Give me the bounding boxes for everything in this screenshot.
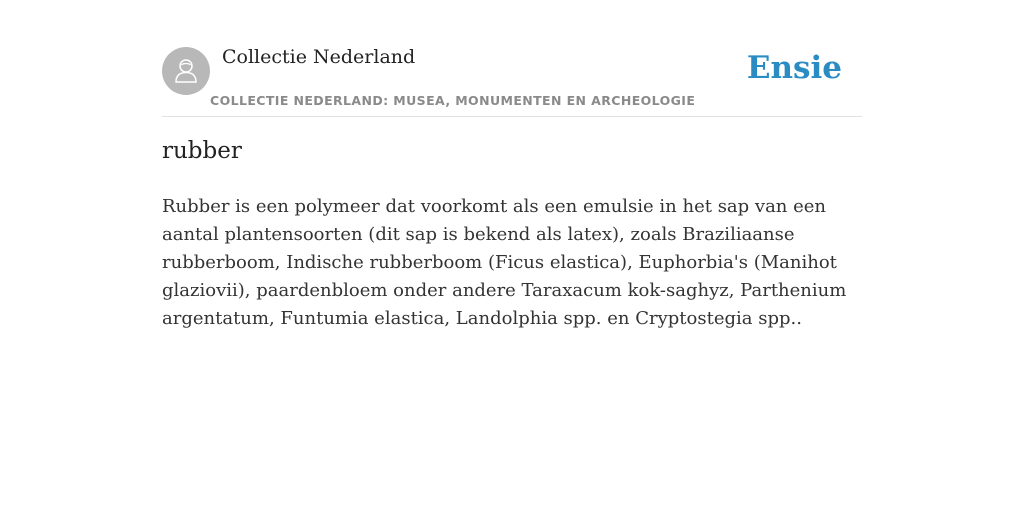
definition-text: Rubber is een polymeer dat voorkomt als een emulsie in het sap van een aantal plantensoorten (dit sap is bekend als latex), zoals Braziliaanse rubberboom, Indische rubberboom (Ficus elastica), Euphorbia's (Manihot glaziovii), paardenbloem onder andere Taraxacum kok-saghyz, Parthenium argentatum, Funtumia elastica, Landolphia spp. en Cryptostegia spp.. [162,196,847,329]
source-header [162,40,862,117]
source-subtitle[interactable]: COLLECTIE NEDERLAND: MUSEA, MONUMENTEN EN ARCHEOLOGIE [210,93,696,108]
source-name[interactable]: Collectie Nederland [222,46,416,68]
user-icon [171,56,201,86]
ensie-logo[interactable]: Ensie [746,50,842,86]
page-title: rubber [162,138,242,164]
avatar[interactable] [162,47,210,95]
